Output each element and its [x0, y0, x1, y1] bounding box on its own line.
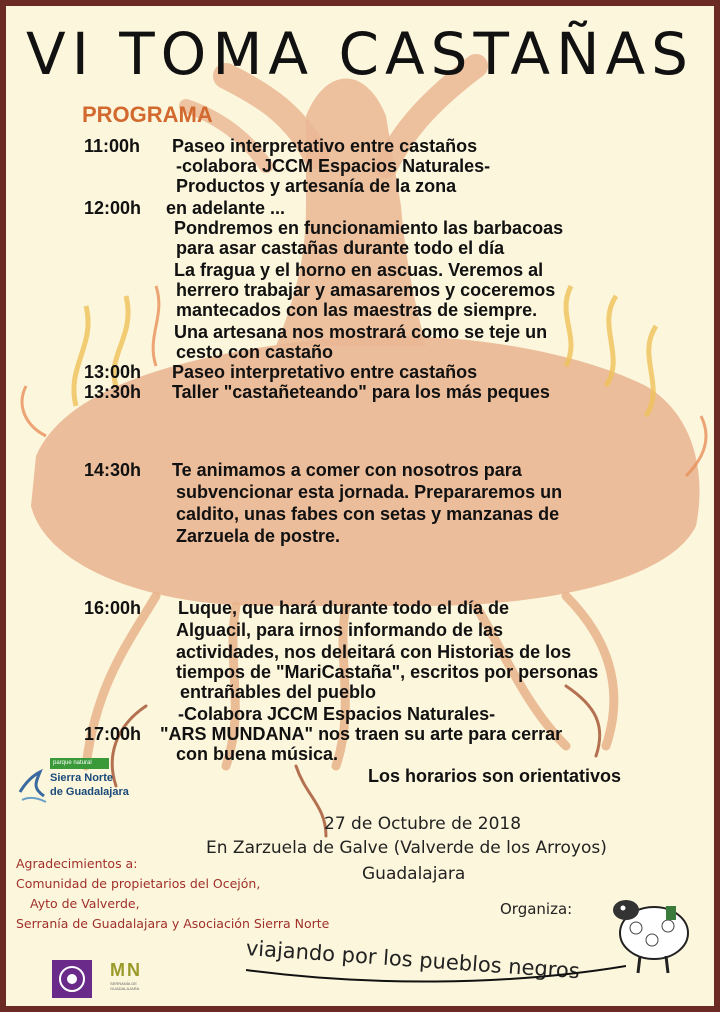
park-name-line: Sierra Norte [50, 772, 113, 784]
schedule-line: Productos y artesanía de la zona [176, 176, 457, 196]
time-slot: 17:00h [84, 724, 142, 744]
park-label: parque natural [50, 758, 109, 769]
schedule-line: con buena música. [176, 744, 339, 764]
sheep-icon [604, 878, 704, 978]
organiza-label: Organiza: [500, 900, 573, 918]
event-place: En Zarzuela de Galve (Valverde de los Arroyos) [206, 838, 607, 858]
schedule-line: para asar castañas durante todo el día [176, 238, 505, 258]
time-slot: 13:00h [84, 362, 142, 382]
time-slot: 16:00h [84, 598, 142, 618]
schedule-line: actividades, nos deleitará con Historias de los [176, 642, 572, 662]
time-slot: 13:30h [84, 382, 142, 402]
event-date: 27 de Octubre de 2018 [324, 814, 522, 834]
purple-association-logo [52, 960, 92, 998]
poster-title: VI TOMA CASTAÑAS [26, 20, 694, 88]
schedule-line: entrañables del pueblo [180, 682, 377, 702]
thanks-heading: Agradecimientos a: [16, 856, 138, 871]
park-mountain-icon [18, 762, 48, 804]
schedule-line: Zarzuela de postre. [176, 526, 341, 546]
serrania-caption: SERRANÍA DE GUADALAJARA [110, 981, 140, 991]
event-province: Guadalajara [362, 864, 466, 884]
flower-icon [52, 960, 92, 998]
serrania-logo [110, 960, 164, 998]
serrania-logo-mark: MN [110, 960, 142, 980]
time-slot: 14:30h [84, 460, 142, 480]
schedule-line: herrero trabajar y amasaremos y coceremos [176, 280, 556, 300]
schedule-line: Pondremos en funcionamiento las barbacoas [174, 218, 564, 238]
organizer-underline [246, 962, 626, 986]
schedule-line: -Colabora JCCM Espacios Naturales- [178, 704, 496, 724]
thanks-line: Serranía de Guadalajara y Asociación Sierra Norte [16, 916, 330, 931]
organizer-name: viajando por los pueblos negros [245, 936, 581, 984]
schedule-line: caldito, unas fabes con setas y manzanas de [176, 504, 560, 524]
schedule-line: Luque, que hará durante todo el día de [178, 598, 510, 618]
poster [6, 6, 714, 1006]
schedule-line: mantecados con las maestras de siempre. [176, 300, 538, 320]
schedule-line: -colabora JCCM Espacios Naturales- [176, 156, 491, 176]
schedule-line: Paseo interpretativo entre castaños [172, 362, 478, 382]
schedule-line: Paseo interpretativo entre castaños [172, 136, 478, 156]
schedule-line: tiempos de "MariCastaña", escritos por personas [176, 662, 599, 682]
schedule-line: cesto con castaño [176, 342, 334, 362]
schedule-line: Una artesana nos mostrará como se teje un [174, 322, 548, 342]
time-slot: 12:00h [84, 198, 142, 218]
schedule-line: Taller "castañeteando" para los más peques [172, 382, 550, 402]
program-heading: PROGRAMA [82, 102, 213, 127]
schedule-line: Te animamos a comer con nosotros para [172, 460, 522, 480]
schedule-note: Los horarios son orientativos [368, 766, 622, 786]
schedule-line: La fragua y el horno en ascuas. Veremos al [174, 260, 544, 280]
thanks-line: Comunidad de propietarios del Ocejón, [16, 876, 261, 891]
schedule-line: en adelante ... [166, 198, 286, 218]
park-name-line: de Guadalajara [50, 786, 129, 798]
sierra-norte-logo [18, 758, 148, 808]
thanks-line: Ayto de Valverde, [30, 896, 140, 911]
schedule-line: Alguacil, para irnos informando de las [176, 620, 504, 640]
schedule-line: "ARS MUNDANA" nos traen su arte para cerrar [160, 724, 563, 744]
schedule-line: subvencionar esta jornada. Prepararemos un [176, 482, 563, 502]
time-slot: 11:00h [84, 136, 141, 156]
